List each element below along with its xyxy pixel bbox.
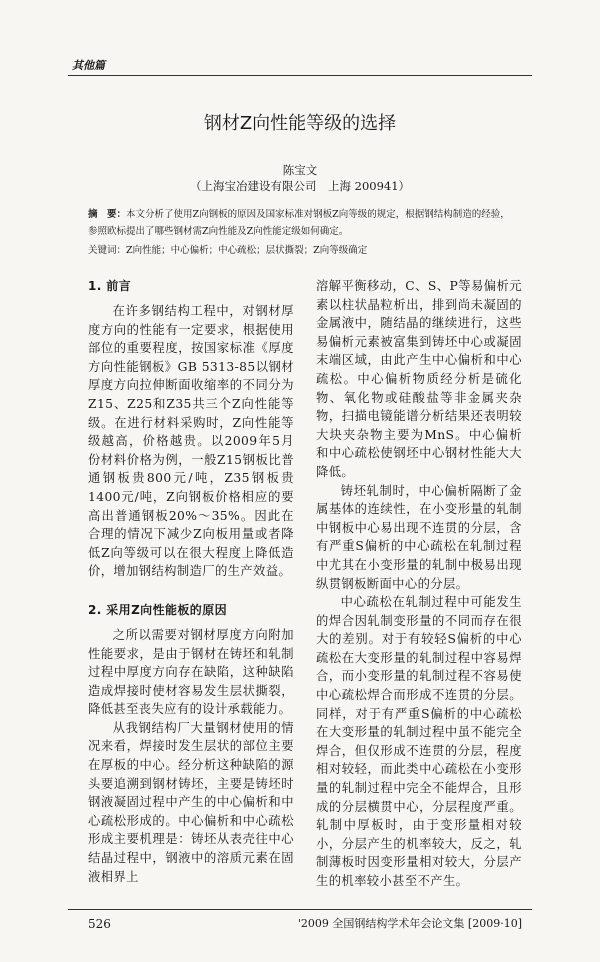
section-heading: 1. 前言: [88, 279, 132, 293]
section-introduction: [88, 277, 294, 581]
keywords-label: 关键词：: [88, 245, 127, 256]
paragraph: 之所以需要对钢材厚度方向附加性能要求，是由于钢材在铸坯和轧制过程中厚度方向存在缺陷，这种缺陷造成焊接时使材容易发生层状撕裂，降低甚至丧失应有的设计承载能力。: [88, 627, 294, 717]
right-column: [316, 277, 522, 891]
affiliation: （上海宝冶建设有限公司 上海 200941）: [189, 179, 411, 193]
abstract: [88, 206, 512, 240]
section-reasons: [88, 601, 294, 886]
page-number: 526: [88, 916, 111, 931]
paragraph: 在许多钢结构工程中，对钢材厚度方向的性能有一定要求，根据使用部位的重要程度，按国家标准《厚度方向性能钢板》GB 5313-85以钢材厚度方向拉伸断面收缩率的不同分为Z15、Z25和Z35共三个Z向性能等级。在进行材料采购时，Z向性能等级越高，价格越贵。以2009年5月份材料价格为例，一般Z15钢板比普通钢板贵800元/吨，Z35钢板贵1400元/吨，Z向钢板价格相应的要高出普通钢板20%～35%。因此在合理的情况下减少Z向板用量或者降低Z向等级可以在很大程度上降低造价，增加钢结构制造厂的生产效益。: [88, 304, 294, 579]
body-columns: [68, 277, 532, 891]
header-rule: [68, 75, 532, 76]
front-matter: [68, 206, 532, 259]
paragraph: 铸坯轧制时，中心偏析隔断了金属基体的连续性，在小变形量的轧制中钢板中心易出现不连贯的分层，含有严重S偏析的中心疏松在轧制过程中尤其在小变形量的轧制中极易出现纵贯钢板断面中心的分层。: [316, 483, 522, 591]
paper-title: 钢材Z向性能等级的选择: [203, 113, 397, 134]
abstract-label: 摘 要：: [88, 209, 127, 220]
footer: [68, 909, 532, 932]
left-column: [88, 277, 294, 891]
author: 陈宝文: [282, 163, 318, 177]
abstract-text: 本文分析了使用Z向钢板的原因及国家标准对钢板Z向等级的规定，根据钢结构制造的经验，参照欧标提出了哪些钢材需Z向性能及Z向性能定级如何确定。: [88, 209, 510, 237]
paragraph-continuation: 溶解平衡移动，C、S、P等易偏析元素以柱状晶粒析出，排到尚未凝固的金属液中，随结晶的继续进行，这些易偏析元素被富集到铸坯中心或凝固末端区域，由此产生中心偏析和中心疏松。中心偏析物质经分析是硫化物、氧化物或硅酸盐等非金属夹杂物，扫描电镜能谱分析结果还表明较大块夹杂物主要为MnS。中心偏析和中心疏松使钢坯中心钢材性能大大降低。: [316, 279, 522, 479]
paragraph: 中心疏松在轧制过程中可能发生的焊合因轧制变形量的不同而存在很大的差别。对于有较轻S偏析的中心疏松在大变形量的轧制过程中容易焊合，而小变形量的轧制过程不容易使中心疏松焊合而形成不连贯的分层。同样，对于有严重S偏析的中心疏松在大变形量的轧制过程中虽不能完全焊合，但仅形成不连贯的分层，程度相对较轻，而此类中心疏松在小变形量的轧制过程中完全不能焊合，且形成的分层横贯中心，分层程度严重。轧制中厚板时，由于变形量相对较小，分层产生的机率较大，反之，轧制薄板时因变形量相对较大，分层产生的机率较小甚至不产生。: [316, 595, 522, 888]
section-tag: 其他篇: [72, 59, 105, 72]
section-heading: 2. 采用Z向性能板的原因: [88, 602, 227, 617]
proceedings-citation: '2009 全国钢结构学术年会论文集 [2009·10]: [297, 916, 522, 930]
keywords: [88, 242, 512, 259]
keywords-text: Z向性能；中心偏析；中心疏松；层状撕裂；Z向等级确定: [126, 245, 368, 256]
paragraph: 从我钢结构厂大量钢材使用的情况来看，焊接时发生层状的部位主要在厚板的中心。经分析这种缺陷的源头要追溯到钢材铸坯，主要是铸坯时钢液凝固过程中产生的中心偏析和中心疏松形成的。中心偏析和中心疏松形成主要机理是：铸坯从表壳往中心结晶过程中，钢液中的溶质元素在固液相界上: [88, 720, 294, 884]
